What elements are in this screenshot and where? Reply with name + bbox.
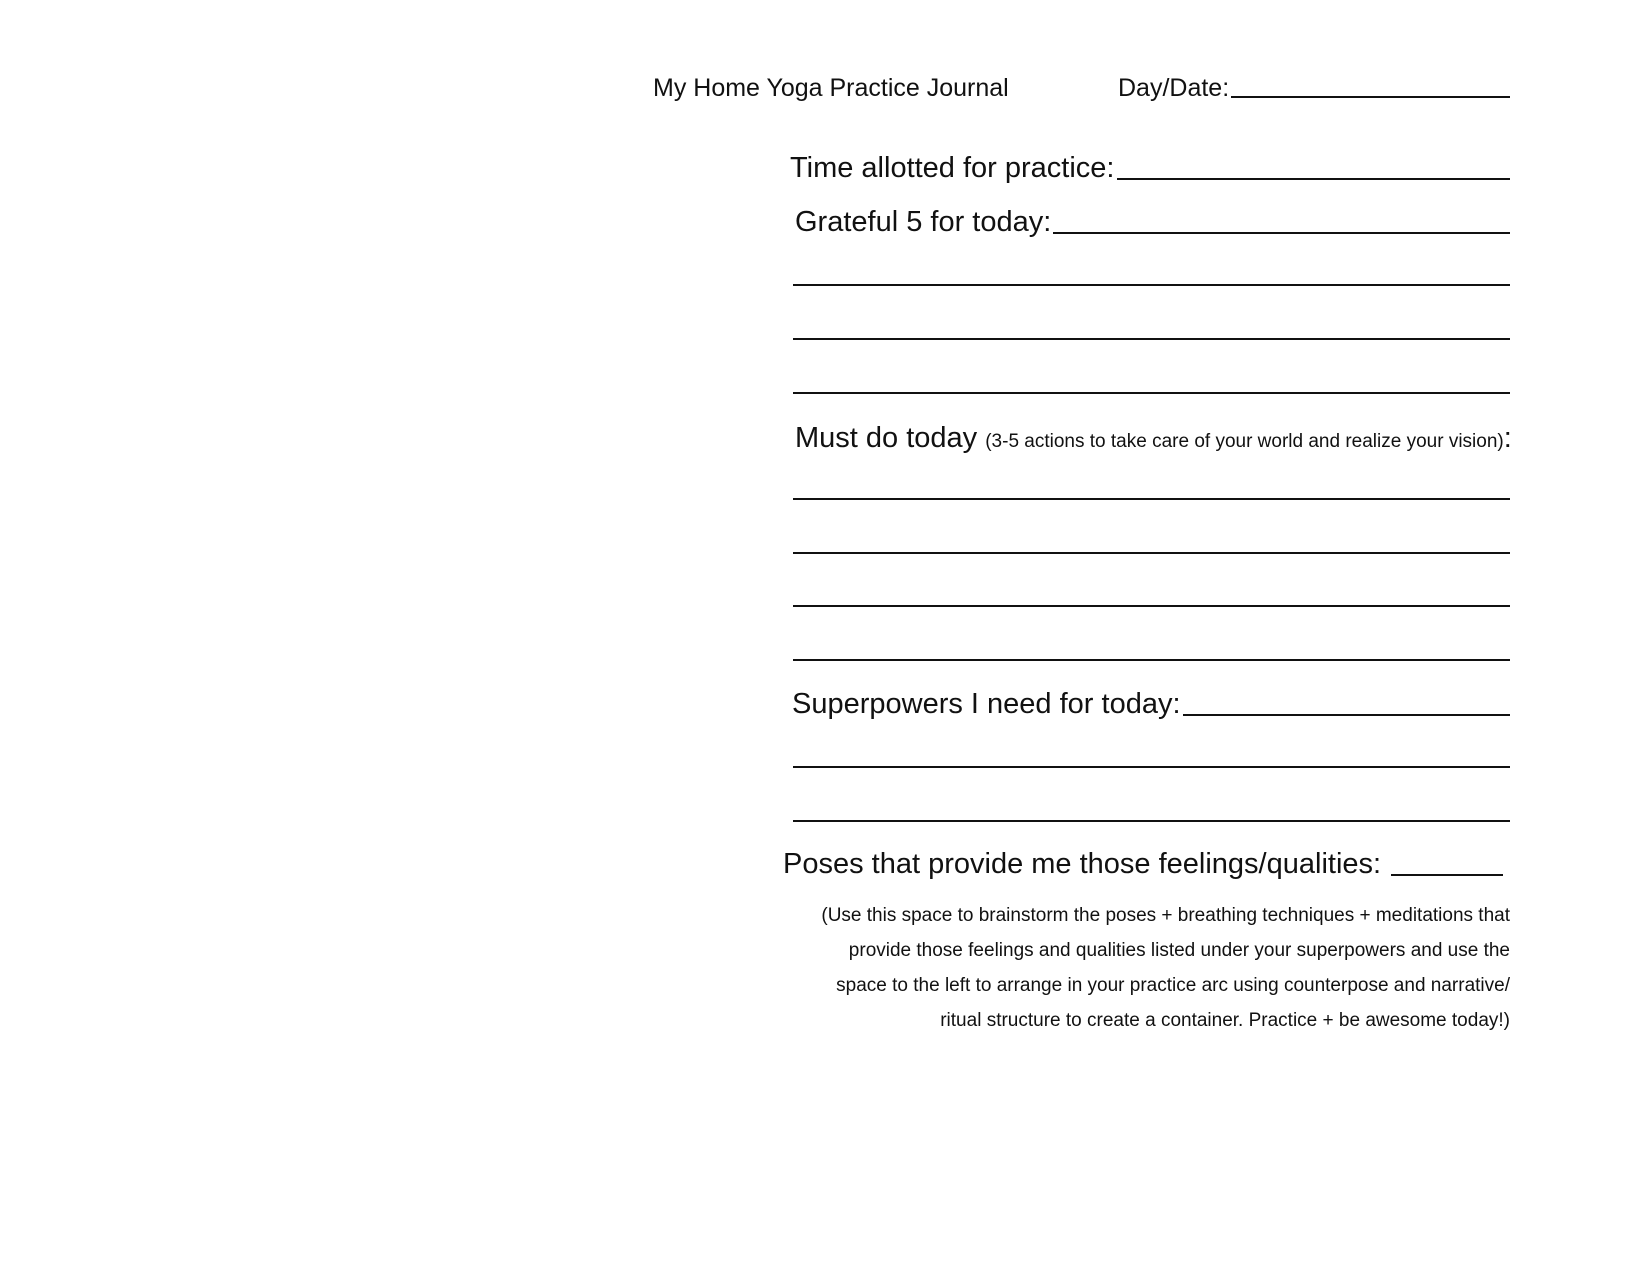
grateful-label: Grateful 5 for today:: [795, 206, 1052, 238]
superpowers-label: Superpowers I need for today:: [792, 688, 1181, 720]
day-date-label: Day/Date:: [1118, 74, 1230, 102]
instructions-line-1: (Use this space to brainstorm the poses + breathing techniques + meditations that: [821, 905, 1510, 926]
must-do-blank-1[interactable]: [793, 498, 1510, 500]
grateful-blank-3[interactable]: [793, 338, 1510, 340]
day-date-field: [1118, 74, 1510, 103]
instructions-line-2: provide those feelings and qualities listed under your superpowers and use the: [848, 940, 1510, 961]
must-do-heading: [795, 422, 1510, 455]
grateful-field: [795, 206, 1510, 239]
superpowers-blank-1[interactable]: [1183, 714, 1510, 716]
poses-blank[interactable]: [1391, 874, 1503, 876]
time-allotted-blank[interactable]: [1117, 178, 1511, 180]
poses-label: Poses that provide me those feelings/qualities:: [783, 848, 1382, 880]
must-do-blank-2[interactable]: [793, 552, 1510, 554]
must-do-label: Must do today: [795, 422, 978, 454]
superpowers-blank-3[interactable]: [793, 820, 1510, 822]
superpowers-blank-2[interactable]: [793, 766, 1510, 768]
instructions-line-4: ritual structure to create a container. Practice + be awesome today!): [940, 1010, 1510, 1031]
must-do-note: (3-5 actions to take care of your world and realize your vision): [985, 431, 1504, 452]
time-allotted-field: [790, 152, 1510, 185]
instructions-line-3: space to the left to arrange in your practice arc using counterpose and narrative/: [836, 975, 1510, 996]
must-do-colon: :: [1503, 422, 1512, 454]
time-allotted-label: Time allotted for practice:: [790, 152, 1115, 184]
must-do-blank-3[interactable]: [793, 605, 1510, 607]
poses-field: [783, 848, 1510, 881]
must-do-blank-4[interactable]: [793, 659, 1510, 661]
poses-instructions: [780, 898, 1510, 1038]
superpowers-field: [792, 688, 1510, 721]
grateful-blank-2[interactable]: [793, 284, 1510, 286]
day-date-blank[interactable]: [1231, 96, 1510, 98]
journal-title: My Home Yoga Practice Journal: [653, 74, 1009, 102]
grateful-blank-1[interactable]: [1053, 232, 1510, 234]
grateful-blank-4[interactable]: [793, 392, 1510, 394]
